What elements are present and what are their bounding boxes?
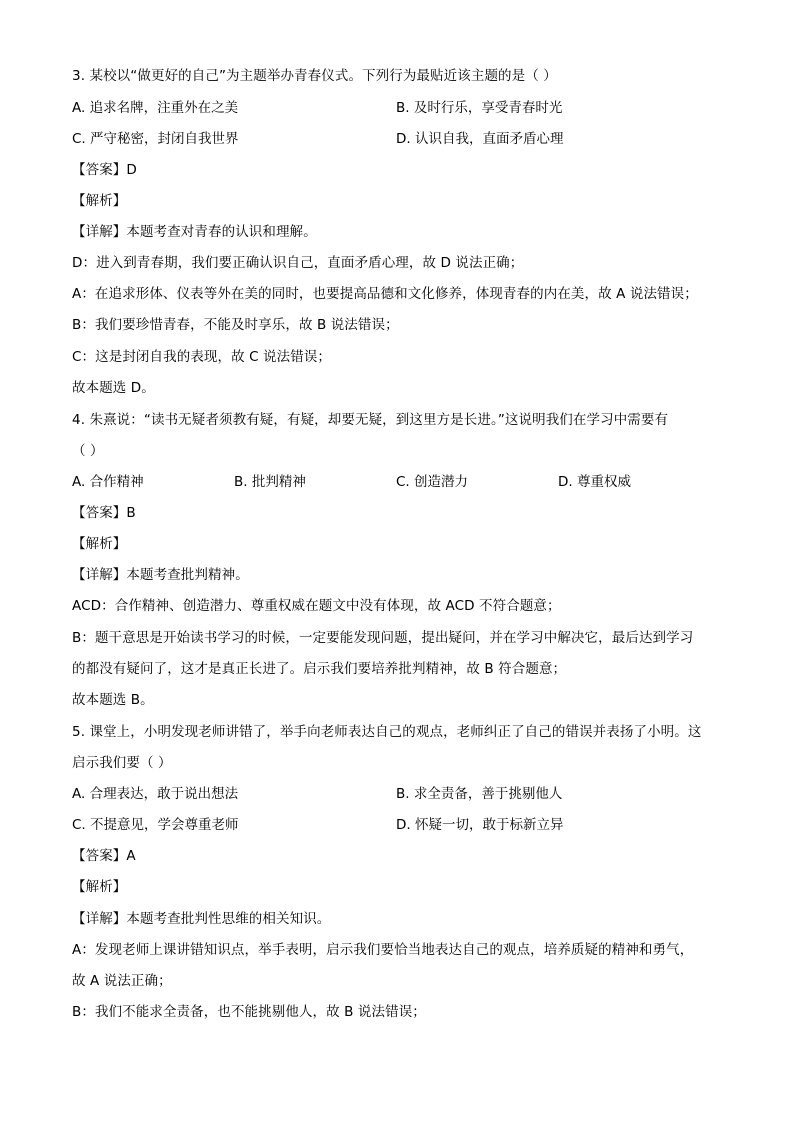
question-5-option-d: D. 怀疑一切，敢于标新立异 (396, 817, 564, 833)
question-5-stem-continued: 启示我们要（ ） (72, 755, 172, 771)
question-5-option-c: C. 不提意见，学会尊重老师 (72, 817, 239, 833)
question-3-explanation-line: B：我们要珍惜青春，不能及时享乐，故 B 说法错误； (72, 317, 399, 333)
question-5-option-a: A. 合理表达，敢于说出想法 (72, 786, 239, 802)
question-4-option-c: C. 创造潜力 (396, 474, 469, 490)
question-3-option-d: D. 认识自我，直面矛盾心理 (396, 131, 564, 147)
question-4-answer: 【答案】B (72, 505, 136, 521)
question-5-explanation-line: B：我们不能求全责备，也不能挑剔他人，故 B 说法错误； (72, 1004, 426, 1020)
question-3-conclusion: 故本题选 D。 (72, 380, 155, 396)
question-3-stem: 3. 某校以“做更好的自己”为主题举办青春仪式。下列行为最贴近该主题的是（ ） (72, 68, 557, 84)
question-5-explanation-line: A：发现老师上课讲错知识点，举手表明，启示我们要恰当地表达自己的观点，培养质疑的精神和勇气， (72, 942, 694, 958)
question-4-stem-continued: （ ） (72, 443, 104, 459)
question-4-explanation-line: B：题干意思是开始读书学习的时候，一定要能发现问题，提出疑问，并在学习中解决它，最后达到学习 (72, 630, 694, 646)
question-3-detail: 【详解】本题考查对青春的认识和理解。 (72, 224, 317, 240)
question-4-explanation-line: 的都没有疑问了，这才是真正长进了。启示我们要培养批判精神，故 B 符合题意； (72, 661, 567, 677)
question-3-option-b: B. 及时行乐，享受青春时光 (396, 100, 563, 116)
question-4-option-a: A. 合作精神 (72, 474, 144, 490)
question-3-option-c: C. 严守秘密，封闭自我世界 (72, 131, 239, 147)
question-4-explanation-line: ACD：合作精神、创造潜力、尊重权威在题文中没有体现，故 ACD 不符合题意； (72, 598, 561, 614)
question-4-stem: 4. 朱熹说：“读书无疑者须教有疑，有疑，却要无疑，到这里方是长进。”这说明我们在学习中需要有 (72, 412, 669, 428)
question-5-option-b: B. 求全责备，善于挑剔他人 (396, 786, 563, 802)
question-5-stem: 5. 课堂上，小明发现老师讲错了，举手向老师表达自己的观点，老师纠正了自己的错误并表扬了小明。这 (72, 724, 702, 740)
question-4-option-d: D. 尊重权威 (558, 474, 631, 490)
question-3-explanation-line: C：这是封闭自我的表现，故 C 说法错误； (72, 349, 332, 365)
question-5-detail: 【详解】本题考查批判性思维的相关知识。 (72, 911, 331, 927)
question-3-option-a: A. 追求名牌，注重外在之美 (72, 100, 239, 116)
question-4-detail: 【详解】本题考查批判精神。 (72, 567, 249, 583)
question-3-answer: 【答案】D (72, 162, 137, 178)
question-4-conclusion: 故本题选 B。 (72, 692, 154, 708)
question-3-analysis-heading: 【解析】 (72, 193, 127, 209)
question-5-explanation-line: 故 A 说法正确； (72, 973, 172, 989)
question-3-explanation-line: D：进入到青春期，我们要正确认识自己，直面矛盾心理，故 D 说法正确； (72, 255, 524, 271)
question-4-analysis-heading: 【解析】 (72, 536, 127, 552)
question-5-answer: 【答案】A (72, 848, 136, 864)
question-3-explanation-line: A：在追求形体、仪表等外在美的同时，也要提高品德和文化修养，体现青春的内在美，故 A 说法错误； (72, 286, 698, 302)
question-5-analysis-heading: 【解析】 (72, 879, 127, 895)
question-4-option-b: B. 批判精神 (234, 474, 306, 490)
